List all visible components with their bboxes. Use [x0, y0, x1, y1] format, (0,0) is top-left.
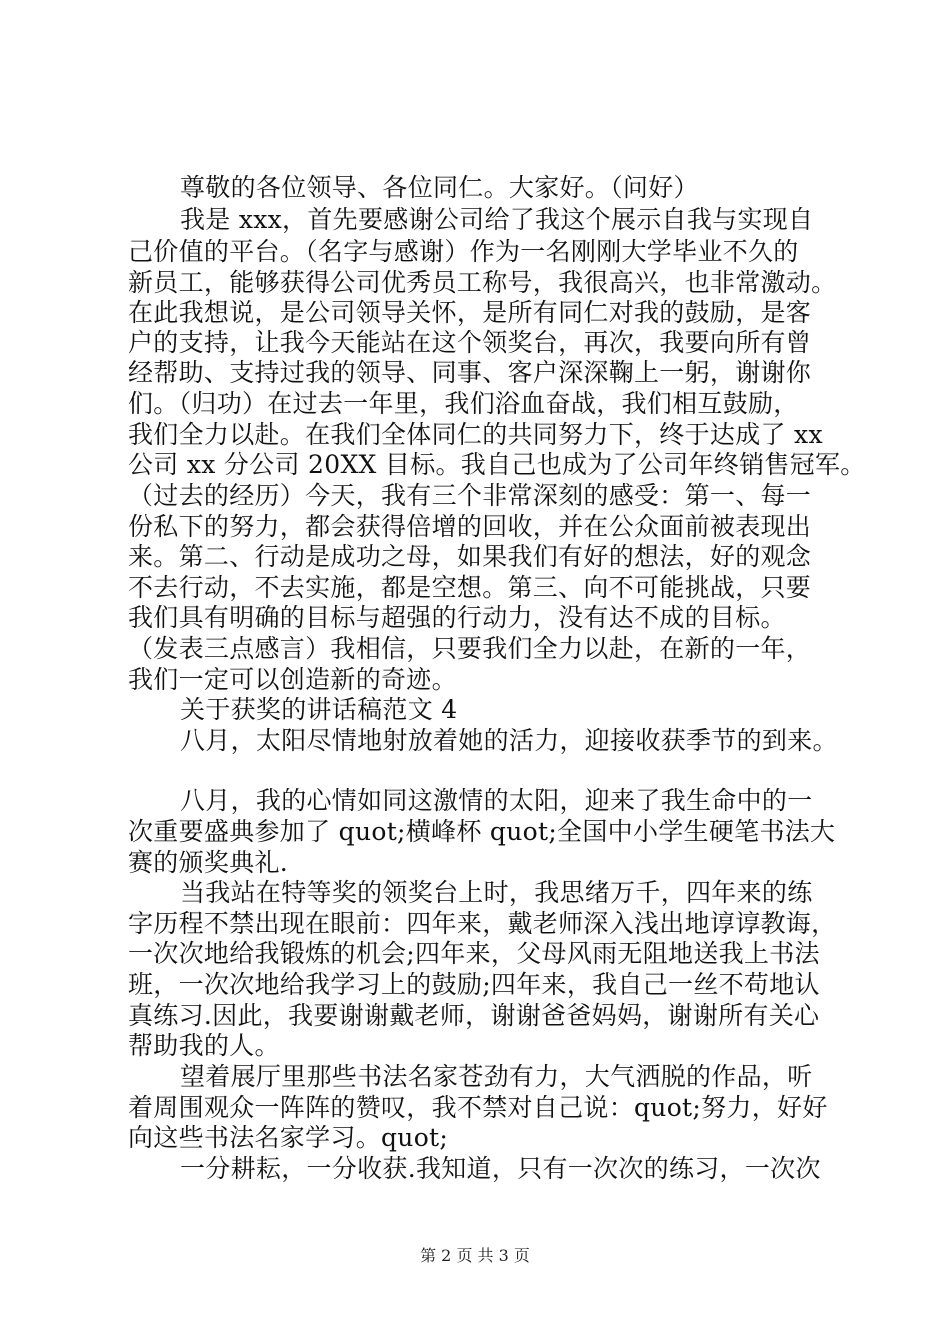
text-line: 户的支持，让我今天能站在这个领奖台，再次，我要向所有曾: [128, 328, 812, 357]
text-line: 八月，我的心情如同这激情的太阳，迎来了我生命中的一: [180, 786, 813, 815]
text-line: 一分耕耘，一分收获.我知道，只有一次次的练习，一次次: [180, 1154, 821, 1183]
text-line: 公司 xx 分公司 20XX 目标。我自己也成为了公司年终销售冠军。: [128, 450, 866, 479]
text-line: 我们具有明确的目标与超强的行动力，没有达不成的目标。: [128, 603, 786, 632]
text-line: 当我站在特等奖的领奖台上时，我思绪万千，四年来的练: [180, 878, 813, 907]
text-line: 尊敬的各位领导、各位同仁。大家好。（问好）: [180, 173, 699, 202]
text-line: 望着展厅里那些书法名家苍劲有力，大气洒脱的作品，听: [180, 1062, 813, 1091]
text-line: 班，一次次地给我学习上的鼓励;四年来，我自己一丝不苟地认: [128, 970, 820, 999]
text-line: 我们一定可以创造新的奇迹。: [128, 665, 457, 694]
text-line: 赛的颁奖典礼.: [128, 848, 289, 877]
page-number-footer: 第 2 页 共 3 页: [420, 1246, 530, 1265]
text-line: 新员工，能够获得公司优秀员工称号，我很高兴，也非常激动。: [128, 268, 837, 297]
text-line: 们。（归功）在过去一年里，我们浴血奋战，我们相互鼓励，: [128, 389, 799, 418]
text-line: 向这些书法名家学习。quot;: [128, 1123, 449, 1152]
text-line: 帮助我的人。: [128, 1031, 280, 1060]
text-line: 着周围观众一阵阵的赞叹，我不禁对自己说：quot;努力，好好: [128, 1093, 828, 1122]
text-line: （发表三点感言）我相信，只要我们全力以赴，在新的一年，: [128, 634, 812, 663]
text-line: 我是 xxx，首先要感谢公司给了我这个展示自我与实现自: [180, 205, 814, 234]
text-line: 经帮助、支持过我的领导、同事、客户深深鞠上一躬，谢谢你: [128, 358, 812, 387]
text-line: 己价值的平台。（名字与感谢）作为一名刚刚大学毕业不久的: [128, 237, 799, 266]
text-line: 字历程不禁出现在眼前：四年来，戴老师深入浅出地谆谆教诲，: [128, 909, 837, 938]
text-line: 来。第二、行动是成功之母，如果我们有好的想法，好的观念: [128, 542, 812, 571]
text-line: 份私下的努力，都会获得倍增的回收，并在公众面前被表现出: [128, 512, 812, 541]
text-line: 不去行动，不去实施，都是空想。第三、向不可能挑战，只要: [128, 573, 812, 602]
text-line: 次重要盛典参加了 quot;横峰杯 quot;全国中小学生硬笔书法大: [128, 817, 836, 846]
text-line: 真练习.因此，我要谢谢戴老师，谢谢爸爸妈妈，谢谢所有关心: [128, 1001, 820, 1030]
text-line: 在此我想说，是公司领导关怀，是所有同仁对我的鼓励，是客: [128, 298, 812, 327]
text-line: 一次次地给我锻炼的机会;四年来，父母风雨无阻地送我上书法: [128, 939, 820, 968]
text-line: （过去的经历）今天，我有三个非常深刻的感受：第一、每一: [128, 481, 812, 510]
text-line: 我们全力以赴。在我们全体同仁的共同努力下，终于达成了 xx: [128, 420, 823, 449]
section-heading: 关于获奖的讲话稿范文 4: [180, 695, 458, 724]
text-line: 八月，太阳尽情地射放着她的活力，迎接收获季节的到来。: [180, 726, 838, 755]
